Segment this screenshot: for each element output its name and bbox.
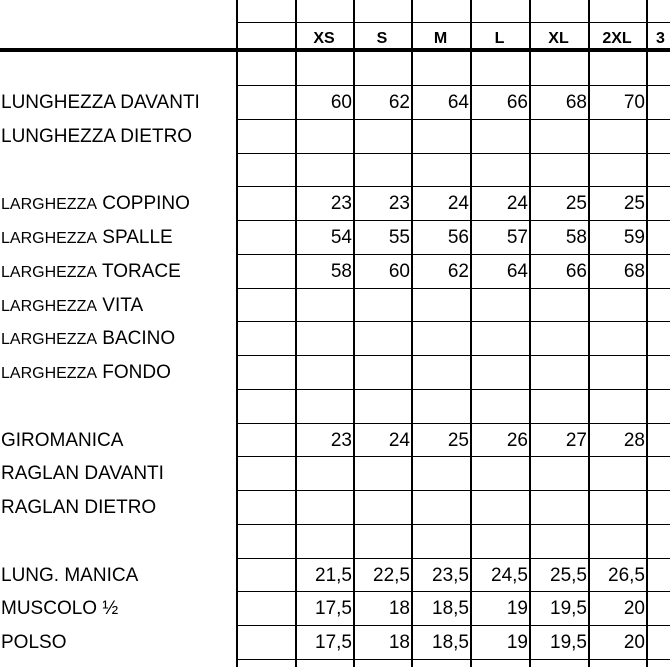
row-label-text: BACINO [102, 328, 176, 350]
measurement-value: 23,5 [432, 564, 469, 586]
grid-hline [236, 591, 670, 592]
measurement-value: 24 [506, 193, 528, 215]
grid-hline [236, 254, 670, 255]
measurement-value: 19,5 [550, 632, 587, 653]
size-header: M [433, 30, 448, 47]
measurement-value: 17,5 [315, 598, 352, 620]
row-label-prefix: LARGHEZZA [1, 297, 98, 315]
size-header: XS [313, 30, 335, 47]
grid-hline [236, 524, 670, 525]
size-header: 3 [656, 30, 665, 47]
measurement-value: 70 [623, 92, 645, 113]
measurement-value: 64 [506, 260, 528, 282]
row-label-text: LUNG. MANICA [1, 564, 139, 586]
row-label [1, 431, 123, 450]
measurement-value: 57 [506, 227, 528, 248]
measurement-value: 24,5 [491, 564, 528, 586]
measurement-value: 55 [388, 227, 410, 248]
header-rule [0, 48, 670, 52]
measurement-value: 17,5 [315, 632, 352, 653]
measurement-value: 25,5 [550, 564, 587, 586]
measurement-value: 25 [565, 193, 587, 215]
row-label-text: LUNGHEZZA DIETRO [1, 125, 193, 147]
grid-hline [236, 389, 670, 390]
row-label-text: POLSO [1, 632, 67, 653]
measurement-value: 64 [447, 92, 469, 113]
measurement-value: 24 [388, 429, 410, 451]
measurement-value: 54 [330, 227, 352, 248]
grid-hline [236, 153, 670, 154]
row-label [1, 262, 181, 281]
grid-vline [236, 0, 238, 667]
row-label-text: GIROMANICA [1, 429, 124, 451]
measurement-value: 60 [330, 92, 352, 113]
size-header: XL [548, 30, 569, 47]
measurement-value: 23 [388, 193, 410, 215]
measurement-value: 18,5 [432, 598, 469, 620]
measurement-value: 19 [506, 598, 528, 620]
measurement-value: 18 [388, 632, 410, 653]
row-label [1, 633, 66, 652]
measurement-value: 18 [388, 598, 410, 620]
measurement-value: 18,5 [432, 632, 469, 653]
row-label-prefix: LARGHEZZA [1, 196, 98, 214]
row-label [1, 296, 143, 315]
row-label [1, 228, 173, 247]
measurement-value: 58 [565, 227, 587, 248]
measurement-value: 19,5 [550, 598, 587, 620]
row-label-text: FONDO [102, 362, 171, 383]
row-label-text: RAGLAN DIETRO [1, 497, 157, 518]
size-header: 2XL [602, 30, 632, 47]
grid-hline [236, 220, 670, 221]
measurement-value: 28 [623, 429, 645, 451]
row-label-prefix: LARGHEZZA [1, 365, 98, 382]
row-label [1, 464, 164, 483]
row-label-text: VITA [102, 294, 144, 316]
measurement-value: 68 [565, 92, 587, 113]
measurement-value: 23 [330, 193, 352, 215]
measurement-value: 66 [506, 92, 528, 113]
row-label-prefix: LARGHEZZA [1, 331, 98, 349]
measurement-value: 68 [623, 260, 645, 282]
row-label-text: TORACE [101, 260, 181, 282]
row-label-text: COPPINO [102, 193, 190, 215]
measurement-value: 20 [623, 598, 645, 620]
grid-hline [236, 490, 670, 491]
measurement-value: 56 [447, 227, 469, 248]
row-label [1, 93, 200, 112]
grid-hline [236, 288, 670, 289]
size-header: S [376, 30, 388, 47]
row-label-text: SPALLE [102, 227, 173, 248]
row-label [1, 194, 190, 213]
measurement-value: 23 [330, 429, 352, 451]
grid-hline [236, 119, 670, 120]
measurement-value: 59 [623, 227, 645, 248]
grid-hline [236, 456, 670, 457]
row-label [1, 599, 118, 618]
grid-hline [236, 321, 670, 322]
measurement-value: 62 [388, 92, 410, 113]
row-label-prefix: LARGHEZZA [1, 230, 98, 247]
measurement-value: 26,5 [608, 564, 645, 586]
row-label-text: LUNGHEZZA DAVANTI [1, 92, 200, 113]
measurement-value: 62 [447, 260, 469, 282]
row-label [1, 498, 156, 517]
grid-hline [236, 659, 670, 660]
measurement-value: 66 [565, 260, 587, 282]
row-label [1, 329, 175, 348]
measurement-value: 24 [447, 193, 469, 215]
grid-vline [646, 0, 648, 667]
measurement-value: 27 [565, 429, 587, 451]
row-label [1, 127, 192, 146]
measurement-value: 22,5 [373, 564, 410, 586]
row-label-text: MUSCOLO ½ [1, 598, 119, 620]
grid-hline [236, 85, 670, 86]
grid-hline [236, 423, 670, 424]
measurement-value: 26 [506, 429, 528, 451]
grid-hline [236, 186, 670, 187]
grid-hline [236, 558, 670, 559]
measurement-value: 25 [447, 429, 469, 451]
grid-hline [236, 22, 670, 23]
measurement-value: 21,5 [315, 564, 352, 586]
size-header: L [494, 30, 505, 47]
measurement-value: 58 [330, 260, 352, 282]
grid-hline [236, 355, 670, 356]
row-label [1, 566, 138, 585]
grid-hline [236, 625, 670, 626]
measurement-value: 20 [623, 632, 645, 653]
row-label-prefix: LARGHEZZA [1, 263, 98, 281]
measurement-value: 25 [623, 193, 645, 215]
measurement-value: 60 [388, 260, 410, 282]
row-label-text: RAGLAN DAVANTI [1, 463, 164, 485]
measurement-value: 19 [506, 632, 528, 653]
row-label [1, 363, 171, 382]
